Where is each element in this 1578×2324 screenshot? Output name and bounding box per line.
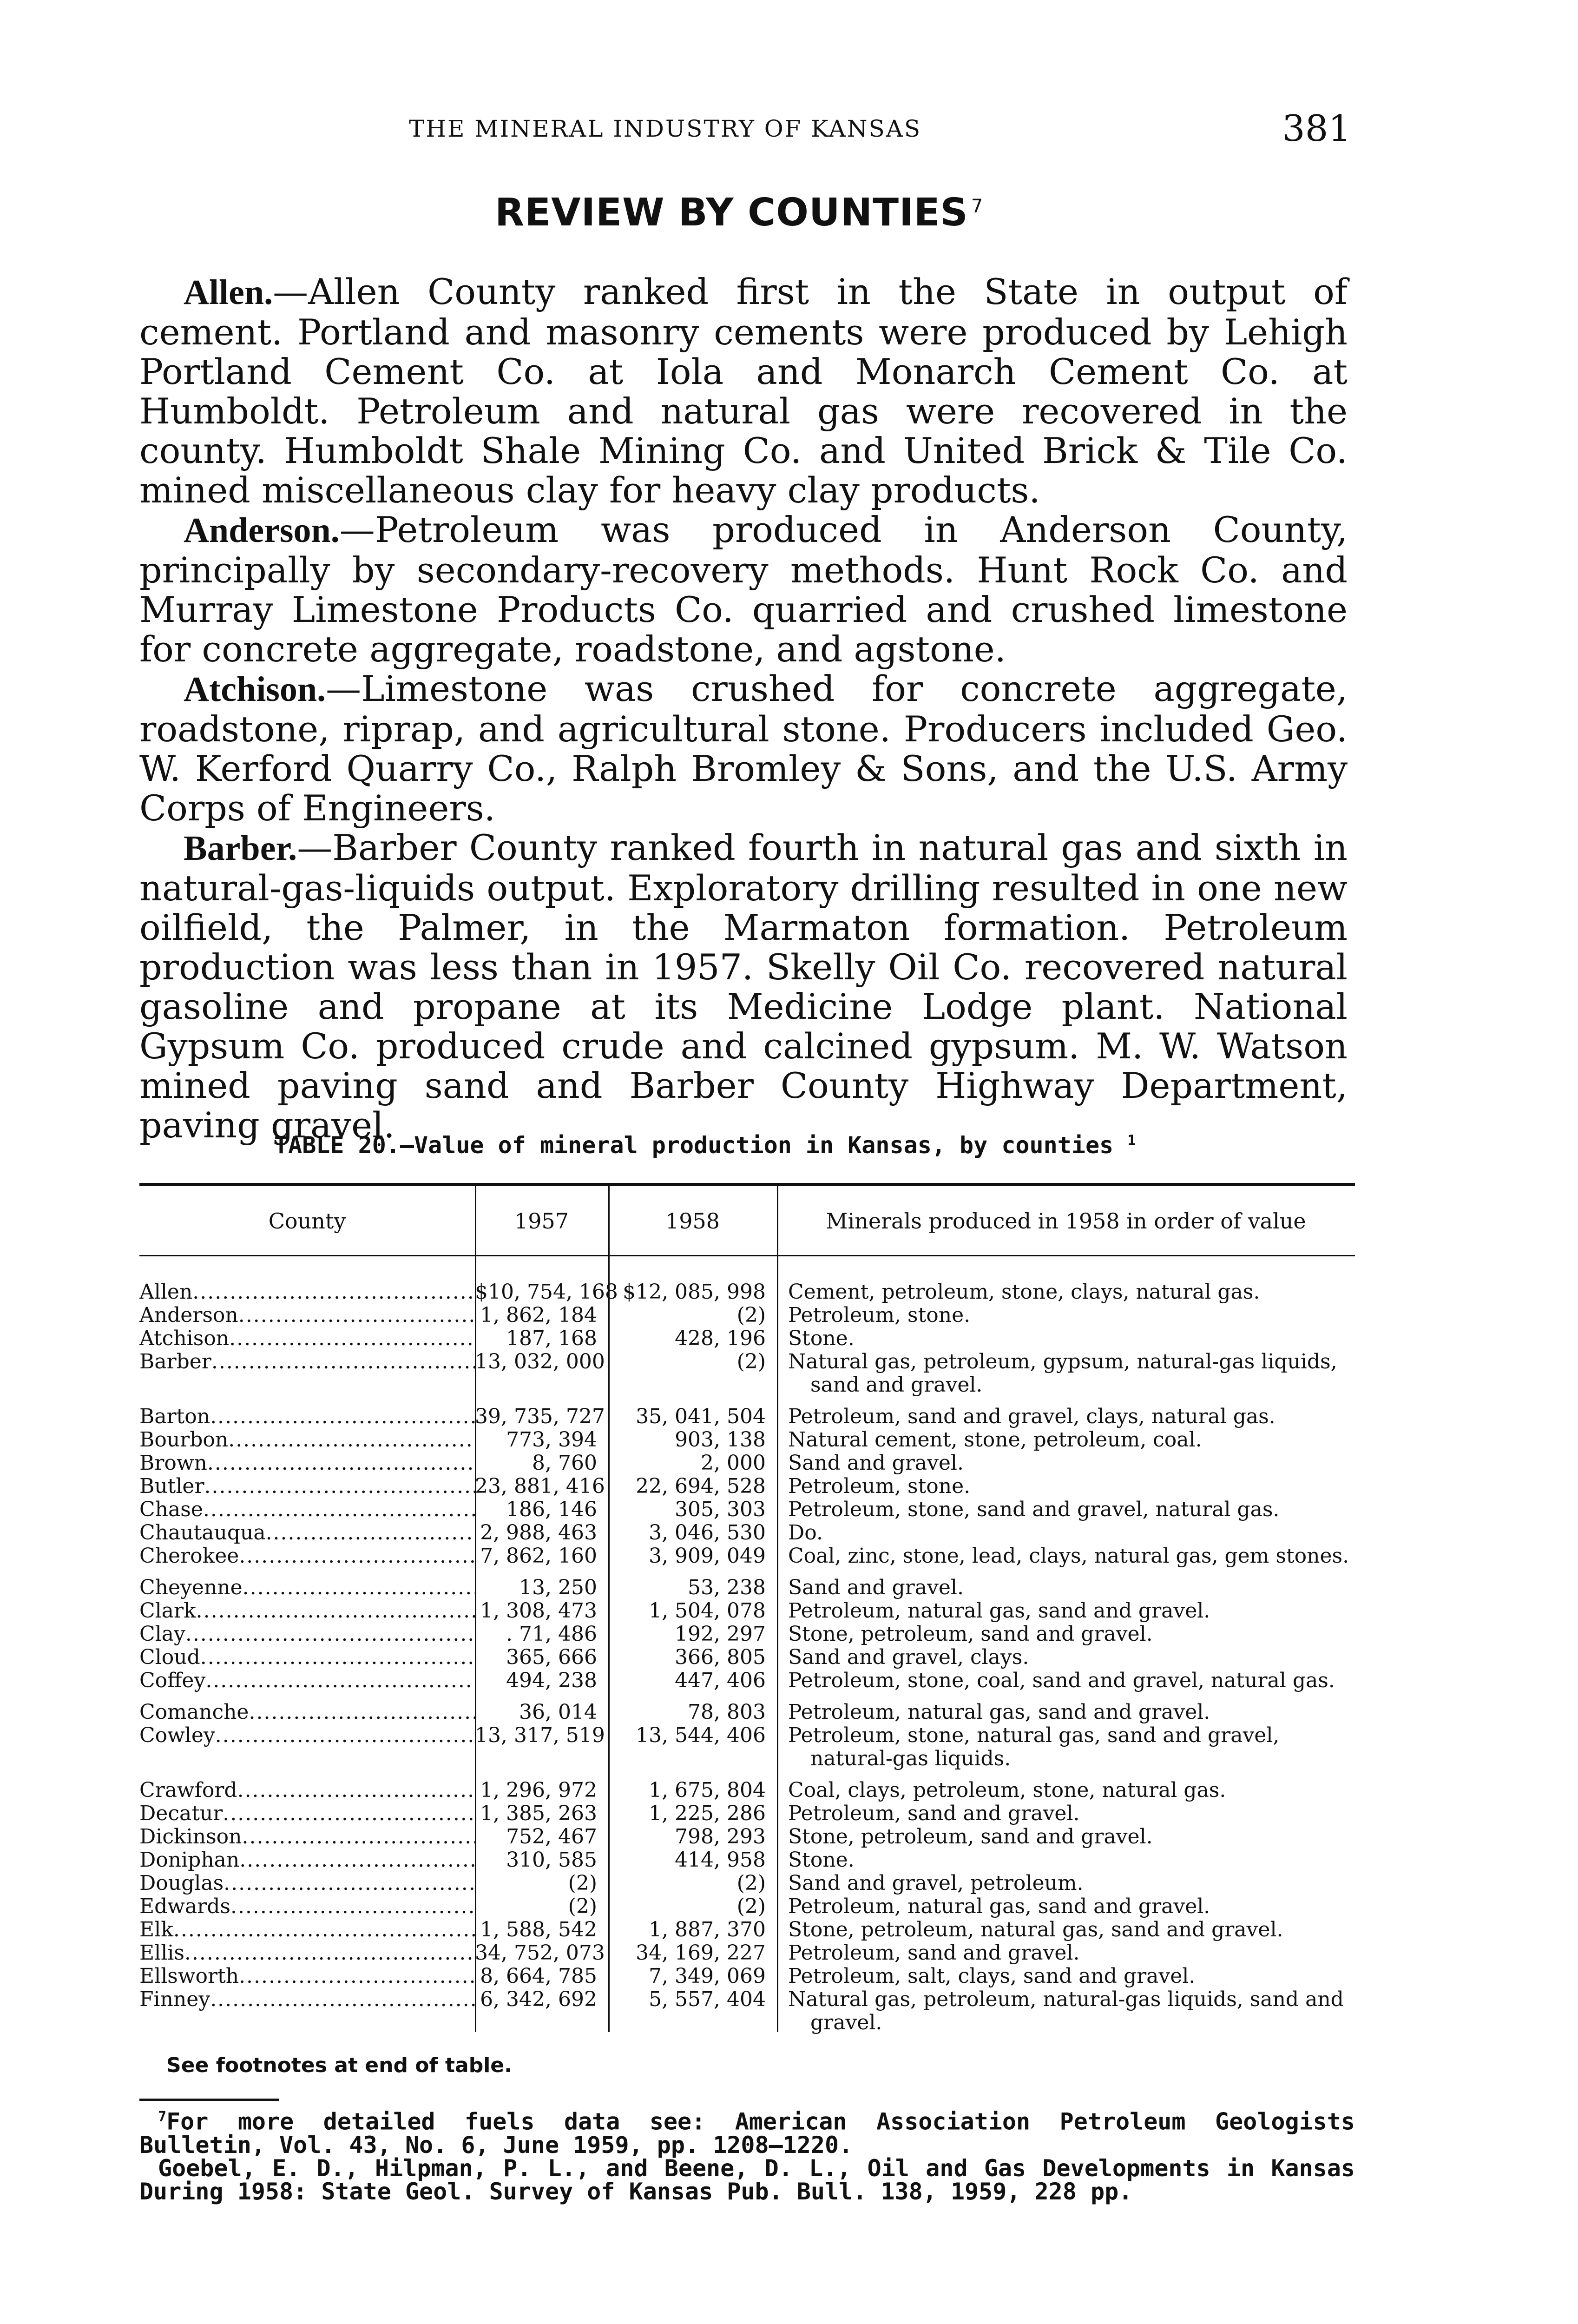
paragraph-text: —Barber County ranked fourth in natural gas and sixth in natural-gas-liquids output. Exploratory drilling resulted in one new oilfield, the Palmer, in the Marmaton formation. Petroleum production was less than in 1957. Skelly Oil Co. recovered natural gasoline and propane at its Medicine Lodge plant. National Gypsum Co. produced crude and calcined gypsum. M. W. Watson mined paving sand and Barber County Highway Department, paving gravel. <box>139 827 1348 1146</box>
value-1957-cell-text: 8, 664, 785 <box>480 1964 597 1988</box>
value-1958-cell-text: 35, 041, 504 <box>636 1405 766 1428</box>
footnote-rule <box>139 2099 279 2101</box>
value-1958-cell-text: 53, 238 <box>688 1576 766 1599</box>
county-cell <box>139 1599 475 1623</box>
value-1957-cell-text: 773, 394 <box>506 1428 597 1452</box>
value-1957-cell <box>475 1779 608 1802</box>
value-1957-cell <box>475 1521 608 1545</box>
county-cell <box>139 1545 475 1568</box>
value-1957-cell <box>475 1452 608 1475</box>
minerals-cell <box>777 1545 1355 1568</box>
footnotes <box>139 2106 1355 2203</box>
value-1958-cell <box>608 1918 777 1941</box>
county-cell <box>139 1405 475 1428</box>
table-row <box>139 1825 1355 1849</box>
value-1958-cell-text: 1, 887, 370 <box>649 1918 766 1941</box>
table-row <box>139 1918 1355 1941</box>
table-row <box>139 1849 1355 1872</box>
table-note: See footnotes at end of table. <box>166 2053 512 2077</box>
minerals-cell-text: Stone, petroleum, sand and gravel. <box>788 1825 1153 1849</box>
table-row <box>139 1701 1355 1724</box>
minerals-cell-text: Petroleum, salt, clays, sand and gravel. <box>788 1964 1196 1988</box>
county-cell <box>139 1475 475 1498</box>
paragraph-atchison <box>139 669 1348 828</box>
county-cell-text: Chautauqua ..... <box>139 1521 475 1545</box>
county-cell <box>139 1849 475 1872</box>
value-1958-cell <box>608 1988 777 2034</box>
table-row <box>139 1988 1355 2034</box>
county-cell-text: Clay ..... <box>139 1623 475 1646</box>
minerals-cell-text: Stone. <box>788 1327 855 1350</box>
value-1958-cell <box>608 1802 777 1825</box>
county-cell <box>139 1428 475 1452</box>
table-row <box>139 1802 1355 1825</box>
value-1957-cell <box>475 1576 608 1599</box>
section-title-text: REVIEW BY COUNTIES <box>495 191 968 235</box>
value-1957-cell-text: 494, 238 <box>506 1669 597 1692</box>
county-cell <box>139 1988 475 2034</box>
minerals-cell-text: Petroleum, natural gas, sand and gravel. <box>788 1700 1210 1724</box>
section-title <box>495 191 983 235</box>
value-1957-cell-text: 39, 735, 727 <box>475 1405 605 1428</box>
county-cell-text: Clark ..... <box>139 1599 475 1623</box>
minerals-cell <box>777 1825 1355 1849</box>
value-1957-cell <box>475 1327 608 1350</box>
value-1957-cell-text: (2) <box>568 1871 597 1895</box>
value-1957-cell <box>475 1669 608 1692</box>
value-1958-cell <box>608 1576 777 1599</box>
value-1957-cell-text: 23, 881, 416 <box>475 1474 605 1498</box>
value-1957-cell <box>475 1872 608 1895</box>
table-row <box>139 1350 1355 1397</box>
value-1957-cell-text: 7, 862, 160 <box>480 1544 597 1568</box>
minerals-cell-text: Petroleum, stone, sand and gravel, natural gas. <box>788 1498 1280 1521</box>
body-text <box>139 272 1348 1145</box>
county-cell-text: Barton ..... <box>139 1405 475 1428</box>
value-1957-cell-text: 186, 146 <box>506 1498 597 1521</box>
table-title <box>274 1132 1136 1159</box>
value-1957-cell-text: . 71, 486 <box>506 1622 597 1646</box>
value-1957-cell <box>475 1646 608 1669</box>
county-cell <box>139 1281 475 1304</box>
section-footnote-mark: 7 <box>971 195 984 217</box>
table-row <box>139 1545 1355 1568</box>
value-1958-cell <box>608 1623 777 1646</box>
minerals-cell <box>777 1498 1355 1521</box>
county-cell <box>139 1724 475 1770</box>
minerals-cell-text: Coal, zinc, stone, lead, clays, natural gas, gem stones. <box>788 1544 1349 1568</box>
value-1958-cell <box>608 1872 777 1895</box>
value-1958-cell-text: 22, 694, 528 <box>636 1474 766 1498</box>
value-1957-cell <box>475 1405 608 1428</box>
minerals-cell <box>777 1669 1355 1692</box>
paragraph-text: —Allen County ranked first in the State in output of cement. Portland and masonry cements were produced by Lehigh Portland Cement Co. at Iola and Monarch Cement Co. at Humboldt. Petroleum and natural gas were recovered in the county. Humboldt Shale Mining Co. and United Brick & Tile Co. mined miscellaneous clay for heavy clay products. <box>139 271 1348 511</box>
table-row <box>139 1428 1355 1452</box>
county-cell-text: Doniphan ..... <box>139 1849 475 1872</box>
footnote-text: For more detailed fuels data see: American Association Petroleum Geologists Bulletin, Vol. 43, No. 6, June 1959, pp. 1208–1220. <box>139 2108 1355 2159</box>
minerals-cell-text: Petroleum, natural gas, sand and gravel. <box>788 1895 1210 1918</box>
county-cell-text: Chase ..... <box>139 1498 475 1521</box>
table-body <box>139 1281 1355 2034</box>
value-1957-cell <box>475 1825 608 1849</box>
table-row <box>139 1521 1355 1545</box>
minerals-cell <box>777 1701 1355 1724</box>
county-cell-text: Elk ..... <box>139 1918 475 1941</box>
value-1957-cell <box>475 1849 608 1872</box>
value-1958-cell-text: 5, 557, 404 <box>649 1987 766 2011</box>
minerals-cell-text: Petroleum, stone. <box>788 1474 971 1498</box>
minerals-cell <box>777 1965 1355 1988</box>
minerals-cell-text: Petroleum, stone, natural gas, sand and gravel, natural-gas liquids. <box>788 1723 1280 1770</box>
value-1958-cell <box>608 1599 777 1623</box>
value-1957-cell <box>475 1304 608 1327</box>
minerals-cell <box>777 1475 1355 1498</box>
county-cell <box>139 1327 475 1350</box>
county-cell-text: Decatur ..... <box>139 1802 475 1825</box>
paragraph-anderson <box>139 510 1348 669</box>
value-1957-cell-text: 13, 032, 000 <box>475 1350 605 1373</box>
footnote-mark: 7 <box>158 2109 167 2125</box>
county-cell <box>139 1701 475 1724</box>
county-cell-text: Cherokee ..... <box>139 1545 475 1568</box>
header-1957: 1957 <box>514 1208 569 1234</box>
value-1957-cell <box>475 1545 608 1568</box>
value-1957-cell <box>475 1965 608 1988</box>
value-1957-cell <box>475 1350 608 1397</box>
table-row <box>139 1452 1355 1475</box>
footnote-7-continued: Goebel, E. D., Hilpman, P. L., and Beene, D. L., Oil and Gas Developments in Kansas During 1958: State Geol. Survey of Kansas Pub. Bull. 138, 1959, 228 pp. <box>139 2154 1355 2205</box>
table-row <box>139 1895 1355 1918</box>
table-header-rule <box>139 1255 1355 1256</box>
county-cell <box>139 1918 475 1941</box>
value-1957-cell-text: 6, 342, 692 <box>480 1987 597 2011</box>
county-cell <box>139 1825 475 1849</box>
value-1957-cell-text: 36, 014 <box>519 1700 597 1724</box>
value-1958-cell <box>608 1545 777 1568</box>
value-1958-cell-text: 2, 000 <box>701 1451 766 1475</box>
county-cell-text: Ellis ..... <box>139 1941 475 1965</box>
minerals-cell-text: Petroleum, sand and gravel. <box>788 1941 1080 1965</box>
page-number: 381 <box>1282 108 1351 150</box>
value-1958-cell <box>608 1452 777 1475</box>
minerals-cell-text: Cement, petroleum, stone, clays, natural gas. <box>788 1280 1260 1304</box>
county-cell-text: Anderson ..... <box>139 1304 475 1327</box>
value-1957-cell <box>475 1918 608 1941</box>
county-cell-text: Edwards ..... <box>139 1895 475 1918</box>
paragraph-allen <box>139 272 1348 510</box>
value-1958-cell <box>608 1327 777 1350</box>
value-1957-cell-text: 2, 988, 463 <box>480 1521 597 1545</box>
table-row <box>139 1623 1355 1646</box>
value-1957-cell-text: 187, 168 <box>506 1327 597 1350</box>
value-1957-cell <box>475 1428 608 1452</box>
minerals-cell <box>777 1895 1355 1918</box>
table-row <box>139 1405 1355 1428</box>
minerals-cell <box>777 1988 1355 2034</box>
value-1958-cell-text: 798, 293 <box>675 1825 766 1849</box>
table-row <box>139 1724 1355 1770</box>
value-1957-cell-text: 365, 666 <box>506 1645 597 1669</box>
value-1957-cell <box>475 1724 608 1770</box>
value-1958-cell-text: 1, 504, 078 <box>649 1599 766 1623</box>
minerals-cell-text: Petroleum, sand and gravel, clays, natural gas. <box>788 1405 1276 1428</box>
county-cell <box>139 1779 475 1802</box>
value-1957-cell <box>475 1895 608 1918</box>
value-1958-cell-text: 428, 196 <box>675 1327 766 1350</box>
table-row <box>139 1646 1355 1669</box>
value-1957-cell <box>475 1802 608 1825</box>
value-1958-cell-text: 903, 138 <box>675 1428 766 1452</box>
value-1957-cell <box>475 1623 608 1646</box>
county-cell-text: Allen ..... <box>139 1281 475 1304</box>
value-1958-cell <box>608 1965 777 1988</box>
minerals-cell <box>777 1405 1355 1428</box>
value-1957-cell-text: 8, 760 <box>532 1451 597 1475</box>
table-row <box>139 1498 1355 1521</box>
county-cell-text: Cloud ..... <box>139 1646 475 1669</box>
county-cell <box>139 1965 475 1988</box>
value-1958-cell <box>608 1428 777 1452</box>
county-cell-text: Dickinson ..... <box>139 1825 475 1849</box>
value-1957-cell-text: $10, 754, 168 <box>475 1280 618 1304</box>
minerals-cell <box>777 1724 1355 1770</box>
minerals-cell-text: Sand and gravel, petroleum. <box>788 1871 1084 1895</box>
county-cell-text: Cheyenne ..... <box>139 1576 475 1599</box>
paragraph-lead: Anderson. <box>184 511 340 550</box>
value-1958-cell-text: 1, 675, 804 <box>649 1778 766 1802</box>
value-1958-cell-text: (2) <box>736 1895 766 1918</box>
value-1958-cell-text: 1, 225, 286 <box>649 1802 766 1825</box>
table-title-footnote: 1 <box>1127 1132 1136 1149</box>
county-cell <box>139 1304 475 1327</box>
value-1958-cell <box>608 1941 777 1965</box>
value-1958-cell-text: 34, 169, 227 <box>636 1941 766 1965</box>
paragraph-text: —Limestone was crushed for concrete aggregate, roadstone, riprap, and agricultural stone. Producers included Geo. W. Kerford Quarry Co., Ralph Bromley & Sons, and the U.S. Army Corps of Engineers. <box>139 668 1348 829</box>
value-1957-cell-text: 752, 467 <box>506 1825 597 1849</box>
minerals-cell <box>777 1941 1355 1965</box>
county-cell <box>139 1350 475 1397</box>
value-1958-cell-text: 3, 046, 530 <box>649 1521 766 1545</box>
minerals-cell <box>777 1576 1355 1599</box>
value-1958-cell-text: (2) <box>736 1350 766 1373</box>
value-1958-cell-text: 13, 544, 406 <box>636 1723 766 1747</box>
header-minerals: Minerals produced in 1958 in order of value <box>826 1208 1306 1234</box>
value-1958-cell-text: 366, 805 <box>675 1645 766 1669</box>
county-cell-text: Butler ..... <box>139 1475 475 1498</box>
value-1958-cell-text: (2) <box>736 1303 766 1327</box>
county-cell <box>139 1872 475 1895</box>
value-1957-cell-text: (2) <box>568 1895 597 1918</box>
table-row <box>139 1327 1355 1350</box>
county-cell-text: Douglas ..... <box>139 1872 475 1895</box>
value-1957-cell-text: 1, 308, 473 <box>480 1599 597 1623</box>
paragraph-lead: Atchison. <box>184 670 326 709</box>
county-cell-text: Atchison ..... <box>139 1327 475 1350</box>
minerals-cell <box>777 1646 1355 1669</box>
county-cell <box>139 1895 475 1918</box>
minerals-cell <box>777 1623 1355 1646</box>
table-row <box>139 1281 1355 1304</box>
value-1957-cell-text: 1, 296, 972 <box>480 1778 597 1802</box>
value-1958-cell-text: (2) <box>736 1871 766 1895</box>
county-cell <box>139 1941 475 1965</box>
value-1958-cell <box>608 1498 777 1521</box>
minerals-cell-text: Sand and gravel, clays. <box>788 1645 1029 1669</box>
minerals-cell <box>777 1327 1355 1350</box>
value-1958-cell <box>608 1825 777 1849</box>
footnote-7 <box>139 2106 1355 2157</box>
minerals-cell-text: Petroleum, sand and gravel. <box>788 1802 1080 1825</box>
minerals-cell <box>777 1521 1355 1545</box>
county-cell <box>139 1646 475 1669</box>
value-1957-cell-text: 310, 585 <box>506 1848 597 1872</box>
table-row <box>139 1475 1355 1498</box>
value-1958-cell-text: 78, 803 <box>688 1700 766 1724</box>
county-cell <box>139 1623 475 1646</box>
value-1958-cell-text: 192, 297 <box>675 1622 766 1646</box>
table-row <box>139 1669 1355 1692</box>
table-row <box>139 1576 1355 1599</box>
minerals-cell-text: Petroleum, stone, coal, sand and gravel, natural gas. <box>788 1669 1335 1692</box>
minerals-cell-text: Petroleum, natural gas, sand and gravel. <box>788 1599 1210 1623</box>
paragraph-text: —Petroleum was produced in Anderson County, principally by secondary-recovery methods. Hunt Rock Co. and Murray Limestone Products Co. quarried and crushed limestone for concrete aggregate, roadstone, and agstone. <box>139 509 1348 670</box>
minerals-cell <box>777 1872 1355 1895</box>
minerals-cell-text: Sand and gravel. <box>788 1451 964 1475</box>
value-1958-cell-text: 447, 406 <box>675 1669 766 1692</box>
table-row <box>139 1779 1355 1802</box>
county-cell <box>139 1576 475 1599</box>
value-1958-cell <box>608 1669 777 1692</box>
value-1958-cell <box>608 1281 777 1304</box>
table-row <box>139 1304 1355 1327</box>
value-1957-cell <box>475 1475 608 1498</box>
minerals-cell-text: Do. <box>788 1521 823 1545</box>
value-1957-cell-text: 13, 250 <box>519 1576 597 1599</box>
minerals-cell <box>777 1802 1355 1825</box>
minerals-cell <box>777 1281 1355 1304</box>
paragraph-barber <box>139 828 1348 1145</box>
value-1957-cell-text: 13, 317, 519 <box>475 1723 605 1747</box>
value-1958-cell <box>608 1475 777 1498</box>
county-cell-text: Coffey ..... <box>139 1669 475 1692</box>
county-cell-text: Brown ..... <box>139 1452 475 1475</box>
value-1958-cell <box>608 1646 777 1669</box>
value-1957-cell-text: 1, 385, 263 <box>480 1802 597 1825</box>
county-cell-text: Finney ..... <box>139 1988 475 2011</box>
value-1958-cell-text: 3, 909, 049 <box>649 1544 766 1568</box>
minerals-cell-text: Petroleum, stone. <box>788 1303 971 1327</box>
value-1957-cell <box>475 1941 608 1965</box>
minerals-cell <box>777 1918 1355 1941</box>
county-cell-text: Barber ..... <box>139 1350 475 1373</box>
value-1958-cell <box>608 1405 777 1428</box>
table-row <box>139 1965 1355 1988</box>
value-1957-cell <box>475 1280 618 1304</box>
paragraph-lead: Allen. <box>184 273 273 312</box>
value-1958-cell <box>608 1304 777 1327</box>
value-1958-cell <box>608 1701 777 1724</box>
minerals-cell <box>777 1779 1355 1802</box>
minerals-cell <box>777 1599 1355 1623</box>
table-row <box>139 1872 1355 1895</box>
value-1957-cell-text: 1, 862, 184 <box>480 1303 597 1327</box>
table-row <box>139 1941 1355 1965</box>
county-cell-text: Ellsworth ..... <box>139 1965 475 1988</box>
table-title-text: TABLE 20.—Value of mineral production in Kansas, by counties <box>274 1132 1114 1159</box>
value-1958-cell-text: 7, 349, 069 <box>649 1964 766 1988</box>
header-county: County <box>268 1208 346 1234</box>
county-cell <box>139 1669 475 1692</box>
minerals-cell <box>777 1849 1355 1872</box>
county-cell <box>139 1802 475 1825</box>
county-cell <box>139 1521 475 1545</box>
minerals-cell-text: Natural gas, petroleum, natural-gas liquids, sand and gravel. <box>788 1987 1344 2034</box>
county-cell-text: Crawford ..... <box>139 1779 475 1802</box>
value-1957-cell-text: 1, 588, 542 <box>480 1918 597 1941</box>
value-1957-cell <box>475 1701 608 1724</box>
value-1958-cell-text: 305, 303 <box>675 1498 766 1521</box>
minerals-cell <box>777 1452 1355 1475</box>
paragraph-lead: Barber. <box>184 829 297 868</box>
minerals-cell-text: Stone, petroleum, sand and gravel. <box>788 1622 1153 1646</box>
county-cell-text: Cowley ..... <box>139 1724 475 1747</box>
county-cell <box>139 1452 475 1475</box>
value-1958-cell-text: 414, 958 <box>675 1848 766 1872</box>
value-1958-cell <box>608 1779 777 1802</box>
value-1958-cell-text: $12, 085, 998 <box>623 1280 766 1304</box>
table-top-rule <box>139 1183 1355 1186</box>
county-cell-text: Comanche ..... <box>139 1701 475 1724</box>
county-cell <box>139 1498 475 1521</box>
county-cell-text: Bourbon ..... <box>139 1428 475 1452</box>
value-1957-cell <box>475 1599 608 1623</box>
minerals-cell-text: Stone. <box>788 1848 855 1872</box>
minerals-cell-text: Sand and gravel. <box>788 1576 964 1599</box>
value-1958-cell <box>608 1724 777 1770</box>
value-1957-cell-text: 34, 752, 073 <box>475 1941 605 1965</box>
running-head: THE MINERAL INDUSTRY OF KANSAS <box>409 115 922 142</box>
minerals-cell-text: Natural cement, stone, petroleum, coal. <box>788 1428 1202 1452</box>
header-1958: 1958 <box>665 1208 720 1234</box>
minerals-cell-text: Coal, clays, petroleum, stone, natural gas. <box>788 1778 1226 1802</box>
minerals-cell <box>777 1304 1355 1327</box>
value-1958-cell <box>608 1895 777 1918</box>
value-1958-cell <box>608 1350 777 1397</box>
minerals-cell-text: Stone, petroleum, natural gas, sand and gravel. <box>788 1918 1283 1941</box>
minerals-cell-text: Natural gas, petroleum, gypsum, natural-gas liquids, sand and gravel. <box>788 1350 1337 1397</box>
value-1957-cell <box>475 1988 608 2034</box>
value-1957-cell <box>475 1498 608 1521</box>
value-1958-cell <box>608 1849 777 1872</box>
value-1958-cell <box>608 1521 777 1545</box>
minerals-cell <box>777 1350 1355 1397</box>
table-row <box>139 1599 1355 1623</box>
minerals-cell <box>777 1428 1355 1452</box>
